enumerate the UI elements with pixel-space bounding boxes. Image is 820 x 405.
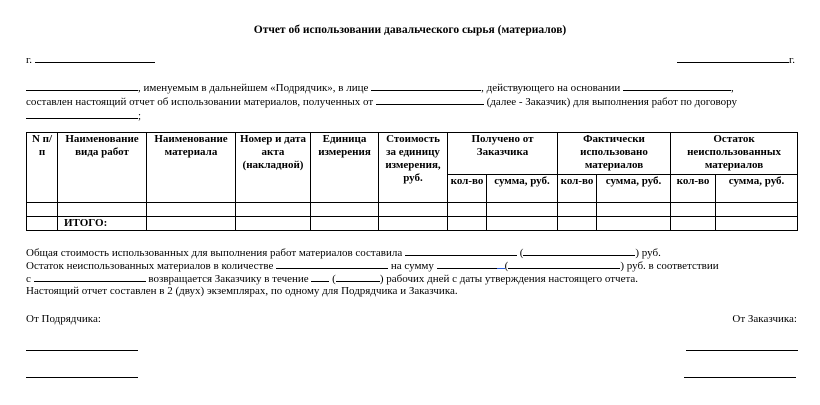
basis-blank[interactable] (623, 80, 731, 91)
total-cost-paren: ( (519, 247, 524, 259)
header-unit: Единица измерения (311, 133, 379, 203)
header-received: Получено от Заказчика (448, 133, 558, 175)
contractor-name-line[interactable] (26, 377, 138, 378)
materials-table (26, 132, 798, 231)
total-cost-text: Общая стоимость использованных для выполнения работ материалов составила (26, 247, 403, 259)
total-cost-words-blank[interactable] (523, 245, 635, 256)
header-remaining: Остаток неиспользованных материалов (671, 133, 798, 175)
total-cost-blank[interactable] (405, 245, 517, 256)
place-field (26, 52, 155, 67)
intro-line-2 (26, 94, 737, 109)
return-days-paren: ( (332, 273, 336, 285)
customer-name-line[interactable] (684, 377, 796, 378)
header-remaining-sum: сумма, руб. (716, 175, 798, 203)
remaining-sum-text: на сумму (390, 260, 434, 272)
contract-blank[interactable] (26, 108, 138, 119)
intro-line-3 (26, 108, 141, 123)
date-suffix: г. (789, 54, 796, 66)
return-days-words-blank[interactable] (336, 271, 380, 282)
customer-name-blank[interactable] (376, 94, 484, 105)
date-field (677, 52, 795, 67)
header-material: Наименование материала (147, 133, 236, 203)
footer-line-3 (26, 271, 638, 286)
date-blank[interactable] (677, 52, 789, 63)
intro-acting-text: , действующего на основании (481, 82, 621, 94)
header-remaining-qty: кол-во (671, 175, 716, 203)
customer-signature-line[interactable] (686, 350, 798, 351)
header-received-qty: кол-во (448, 175, 487, 203)
remaining-sum-paren: ( (504, 260, 509, 272)
intro-received-text: составлен настоящий отчет об использовании материалов, полученных от (26, 96, 374, 108)
total-cost-suffix: ) руб. (635, 247, 661, 259)
remaining-text: Остаток неиспользованных материалов в количестве (26, 260, 274, 272)
contractor-signature-label: От Подрядчика: (26, 313, 101, 325)
return-prefix: с (26, 273, 31, 285)
intro-contract-text: (далее - Заказчик) для выполнения работ по договору (486, 96, 737, 108)
document-title: Отчет об использовании давальческого сырья (материалов) (253, 24, 567, 36)
header-num: N п/п (27, 133, 58, 203)
intro-semicolon: ; (138, 110, 142, 122)
footer-line-4: Настоящий отчет составлен в 2 (двух) экземплярах, по одному для Подрядчика и Заказчика. (26, 285, 458, 297)
remaining-sum-words-blank[interactable] (508, 258, 620, 269)
header-received-sum: сумма, руб. (487, 175, 558, 203)
intro-comma: , (731, 82, 734, 94)
place-blank[interactable] (35, 52, 155, 63)
remaining-sum-suffix: ) руб. в соответствии (620, 260, 719, 272)
header-work-type: Наименование вида работ (58, 133, 147, 203)
intro-named-text: , именуемым в дальнейшем «Подрядчик», в лице (138, 82, 369, 94)
header-used-sum: сумма, руб. (597, 175, 671, 203)
return-days-blank[interactable] (311, 271, 329, 282)
contractor-name-blank[interactable] (26, 80, 138, 91)
remaining-sum-blank[interactable] (437, 258, 497, 269)
contractor-signature-line[interactable] (26, 350, 138, 351)
table-row (27, 203, 798, 217)
total-label: ИТОГО: (58, 217, 147, 231)
representative-blank[interactable] (371, 80, 481, 91)
return-text: возвращается Заказчику в течение (148, 273, 309, 285)
intro-line-1 (26, 80, 734, 95)
customer-signature-label: От Заказчика: (732, 313, 797, 325)
header-price: Стоимость за единицу измерения, руб. (379, 133, 448, 203)
header-used: Фактически использовано материалов (558, 133, 671, 175)
header-used-qty: кол-во (558, 175, 597, 203)
remaining-qty-blank[interactable] (276, 258, 388, 269)
place-prefix: г. (26, 54, 33, 66)
cursor-mark (497, 259, 505, 269)
header-act: Номер и дата акта (накладной) (236, 133, 311, 203)
return-basis-blank[interactable] (34, 271, 146, 282)
return-suffix: ) рабочих дней с даты утверждения настоящего отчета. (379, 273, 639, 285)
total-row (27, 217, 798, 231)
